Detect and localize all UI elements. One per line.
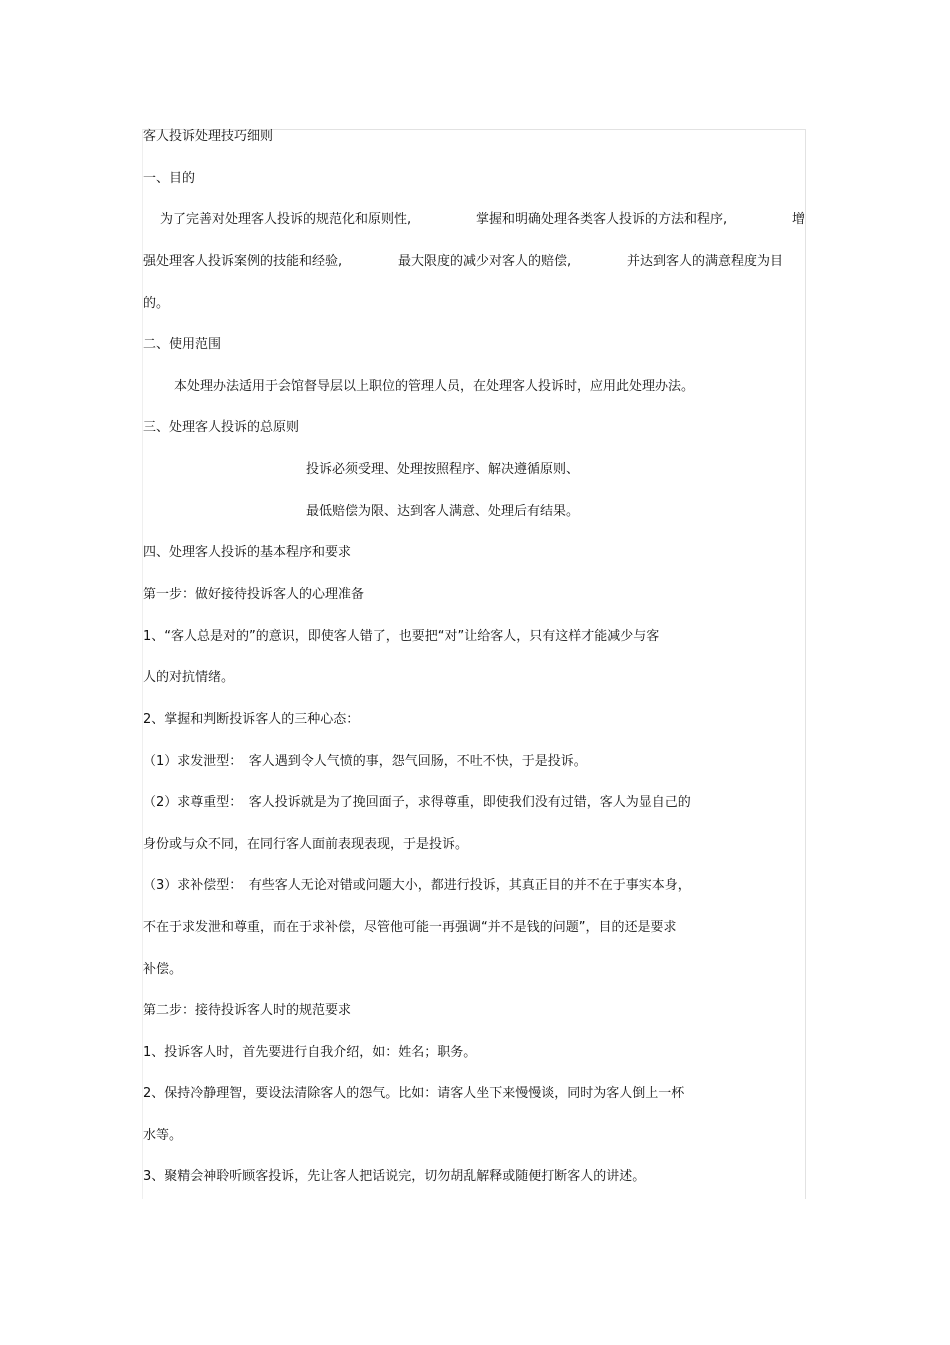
step-1-item-2: 2、掌握和判断投诉客人的三种心态：	[143, 712, 360, 727]
mindset-type-1: （1）求发泄型： 客人遇到令人气愤的事，怨气回肠，不吐不快，于是投诉。	[143, 754, 587, 769]
step-2-item-3: 3、聚精会神聆听顾客投诉，先让客人把话说完，切勿胡乱解释或随便打断客人的讲述。	[143, 1169, 646, 1184]
section-1-paragraph-line-3: 的。	[143, 296, 170, 311]
principle-line-2: 最低赔偿为限、达到客人满意、处理后有结果。	[306, 504, 580, 519]
step-1-heading: 第一步：做好接待投诉客人的心理准备	[143, 587, 365, 602]
section-1-heading: 一、目的	[143, 171, 196, 186]
section-2-heading: 二、使用范围	[143, 337, 222, 352]
section-1-paragraph-line-2	[143, 254, 783, 270]
step-2-item-2-line-1: 2、保持冷静理智，要设法清除客人的怨气。比如：请客人坐下来慢慢谈，同时为客人倒上一杯	[143, 1086, 685, 1101]
mindset-type-3-line-1: （3）求补偿型： 有些客人无论对错或问题大小，都进行投诉，其真正目的并不在于事实本身，	[143, 878, 691, 893]
text-segment: 强处理客人投诉案例的技能和经验,	[143, 254, 343, 269]
text-segment: 并达到客人的满意程度为目	[626, 254, 783, 269]
step-2-heading: 第二步：接待投诉客人时的规范要求	[143, 1003, 352, 1018]
step-1-item-1-line-1: 1、“客人总是对的”的意识，即使客人错了，也要把“对”让给客人，只有这样才能减少与客	[143, 629, 660, 644]
page-frame	[142, 129, 806, 1199]
mindset-type-2-line-1: （2）求尊重型： 客人投诉就是为了挽回面子，求得尊重，即使我们没有过错，客人为显自己的	[143, 795, 691, 810]
document-title: 客人投诉处理技巧细则	[143, 129, 274, 144]
text-segment: 为了完善对处理客人投诉的规范化和原则性,	[160, 212, 412, 227]
mindset-type-3-line-3: 补偿。	[143, 962, 183, 977]
principle-line-1: 投诉必须受理、处理按照程序、解决遵循原则、	[306, 462, 580, 477]
step-2-item-1: 1、投诉客人时，首先要进行自我介绍，如：姓名；职务。	[143, 1045, 477, 1060]
text-segment: 增	[791, 212, 805, 227]
mindset-type-3-line-2: 不在于求发泄和尊重，而在于求补偿，尽管他可能一再强调“并不是钱的问题”，目的还是要求	[143, 920, 677, 935]
section-1-paragraph-line-1	[143, 212, 805, 228]
section-3-heading: 三、处理客人投诉的总原则	[143, 420, 300, 435]
step-2-item-2-line-2: 水等。	[143, 1128, 183, 1143]
mindset-type-2-line-2: 身份或与众不同，在同行客人面前表现表现，于是投诉。	[143, 837, 469, 852]
section-4-heading: 四、处理客人投诉的基本程序和要求	[143, 545, 352, 560]
section-2-paragraph: 本处理办法适用于会馆督导层以上职位的管理人员，在处理客人投诉时，应用此处理办法。	[174, 379, 695, 394]
text-segment: 掌握和明确处理各类客人投诉的方法和程序,	[475, 212, 728, 227]
text-segment: 最大限度的减少对客人的赔偿,	[397, 254, 572, 269]
step-1-item-1-line-2: 人的对抗情绪。	[143, 670, 235, 685]
